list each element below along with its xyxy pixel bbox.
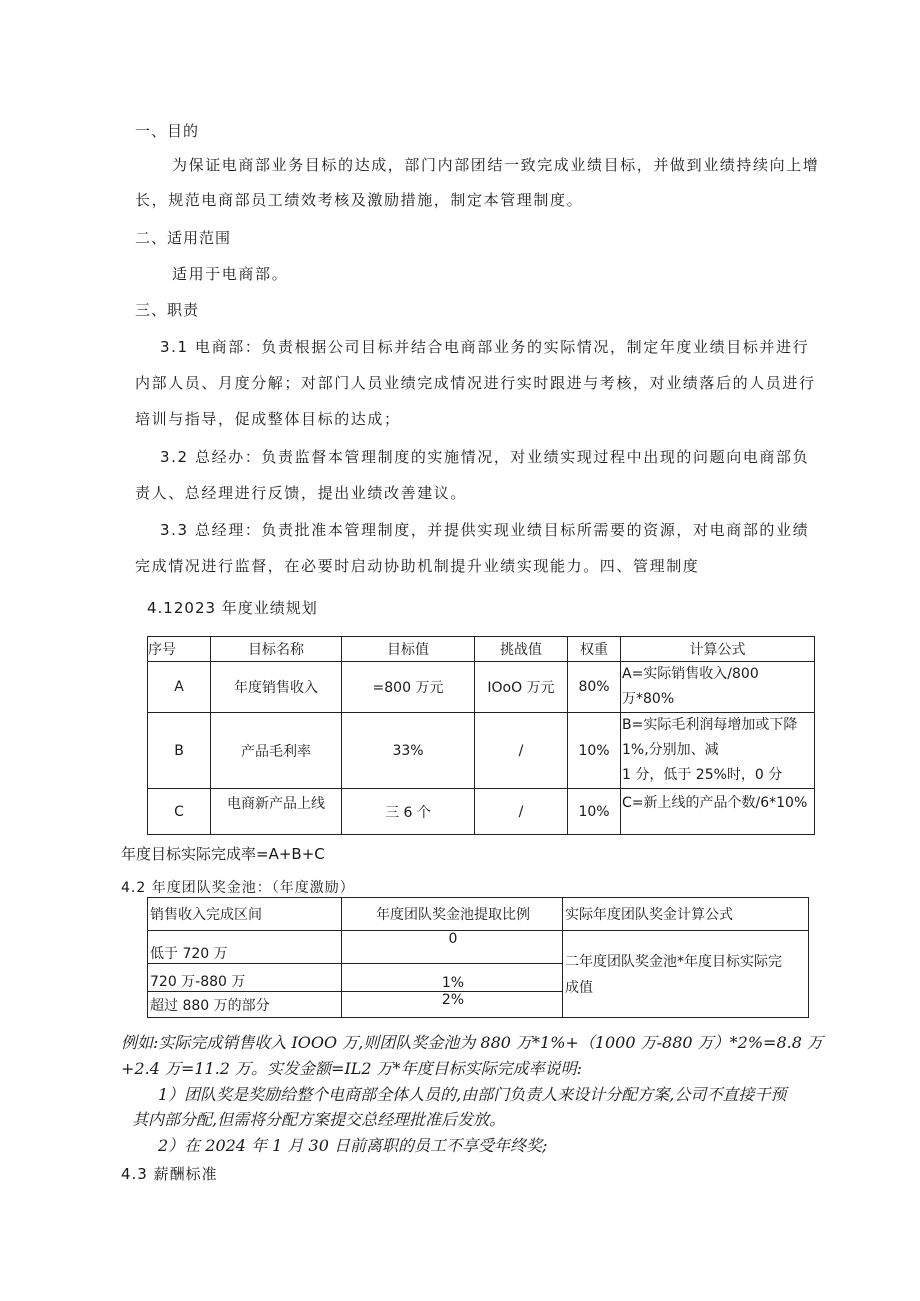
row-id: A	[148, 662, 211, 713]
bonus-header-cell: 年度团队奖金池提取比例	[342, 898, 563, 931]
formula-line: 1 分，低于 25%时，0 分	[622, 767, 783, 783]
challenge-value: /	[475, 789, 568, 835]
duty-33-line2: 完成情况进行监督，在必要时启动协助机制提升业绩实现能力。四、管理制度	[135, 557, 700, 575]
plan-header-cell: 计算公式	[621, 637, 815, 662]
section-title-scope: 二、适用范围	[135, 229, 232, 247]
bonus-formula-line: 成值	[565, 980, 593, 996]
target-name: 年度销售收入	[211, 662, 342, 713]
range-cell: 超过 880 万的部分	[148, 992, 342, 1018]
target-name: 电商新产品上线	[211, 789, 342, 835]
duty-31-line2: 内部人员、月度分解；对部门人员业绩完成情况进行实时跟进与考核，对业绩落后的人员进行	[135, 374, 816, 392]
scope-text: 适用于电商部。	[172, 265, 289, 283]
table-row	[148, 789, 815, 835]
plan-header-row	[148, 637, 815, 662]
plan-header-cell: 目标名称	[211, 637, 342, 662]
completion-rate-formula: 年度目标实际完成率=A+B+C	[121, 845, 325, 863]
ratio-cell: 0	[342, 931, 563, 964]
section-title-purpose: 一、目的	[135, 122, 200, 140]
example-line1: 例如:实际完成销售收入 IOOO 万,则团队奖金池为 880 万*1%+（1000 万-880 万）*2%=8.8 万	[121, 1033, 823, 1052]
duty-31-line3: 培训与指导，促成整体目标的达成；	[135, 410, 401, 428]
plan-header-cell: 目标值	[342, 637, 475, 662]
weight-value: 10%	[568, 713, 621, 789]
plan-header-cell: 挑战值	[475, 637, 568, 662]
note1-line1: 1）团队奖是奖励给整个电商部全体人员的,由部门负责人来设计分配方案,公司不直接干预	[158, 1085, 787, 1104]
note2: 2）在 2024 年 1 月 30 日前离职的员工不享受年终奖;	[158, 1136, 548, 1155]
bonus-formula-line: 二年度团队奖金池*年度目标实际完	[565, 954, 782, 970]
duty-33-line1: 3.3 总经理：负责批准本管理制度，并提供实现业绩目标所需要的资源，对电商部的业绩	[160, 521, 810, 539]
bonus-header-cell: 实际年度团队奖金计算公式	[563, 898, 809, 931]
formula-cell	[621, 662, 815, 713]
table-row	[148, 931, 809, 964]
weight-value: 80%	[568, 662, 621, 713]
challenge-value: IOoO 万元	[475, 662, 568, 713]
bonus-header-cell: 销售收入完成区间	[148, 898, 342, 931]
purpose-text-line2: 长，规范电商部员工绩效考核及激励措施，制定本管理制度。	[135, 191, 584, 209]
row-id: B	[148, 713, 211, 789]
section-title-duty: 三、职责	[135, 301, 200, 319]
note1-line2: 其内部分配,但需将分配方案提交总经理批准后发放。	[132, 1110, 506, 1129]
range-cell: 低于 720 万	[148, 931, 342, 964]
ratio-cell: 1%	[342, 964, 563, 992]
range-cell: 720 万-880 万	[148, 964, 342, 992]
formula-line: A=实际销售收入/800	[622, 666, 759, 682]
duty-31-line1: 3.1 电商部：负责根据公司目标并结合电商部业务的实际情况，制定年度业绩目标并进行	[160, 338, 810, 356]
target-value: 三 6 个	[342, 789, 475, 835]
plan-header-cell: 权重	[568, 637, 621, 662]
target-value: =800 万元	[342, 662, 475, 713]
purpose-text-line1: 为保证电商部业务目标的达成，部门内部团结一致完成业绩目标，并做到业绩持续向上增	[172, 156, 820, 174]
formula-cell	[621, 713, 815, 789]
formula-cell	[621, 789, 815, 835]
target-value: 33%	[342, 713, 475, 789]
plan-table	[147, 636, 815, 835]
bonus-title: 4.2 年度团队奖金池：（年度激励）	[121, 880, 355, 896]
challenge-value: /	[475, 713, 568, 789]
table-row	[148, 713, 815, 789]
formula-line: 1%,分别加、减	[622, 742, 719, 758]
ratio-cell: 2%	[342, 992, 563, 1018]
formula-line: B=实际毛利润每增加或下降	[622, 717, 798, 733]
bonus-formula-cell	[563, 931, 809, 1018]
target-name: 产品毛利率	[211, 713, 342, 789]
example-line2: +2.4 万=11.2 万。实发金额=IL2 万*年度目标实际完成率说明:	[121, 1059, 583, 1078]
plan-title: 4.12023 年度业绩规划	[147, 599, 318, 617]
duty-32-line2: 责人、总经理进行反馈，提出业绩改善建议。	[135, 484, 468, 502]
formula-line: C=新上线的产品个数/6*10%	[622, 795, 808, 811]
formula-line: 万*80%	[622, 691, 675, 707]
bonus-header-row	[148, 898, 809, 931]
weight-value: 10%	[568, 789, 621, 835]
plan-header-cell: 序号	[148, 637, 211, 662]
salary-title: 4.3 薪酬标准	[121, 1165, 218, 1183]
table-row	[148, 662, 815, 713]
bonus-table	[147, 897, 809, 1018]
row-id: C	[148, 789, 211, 835]
duty-32-line1: 3.2 总经办：负责监督本管理制度的实施情况，对业绩实现过程中出现的问题向电商部负	[160, 448, 810, 466]
